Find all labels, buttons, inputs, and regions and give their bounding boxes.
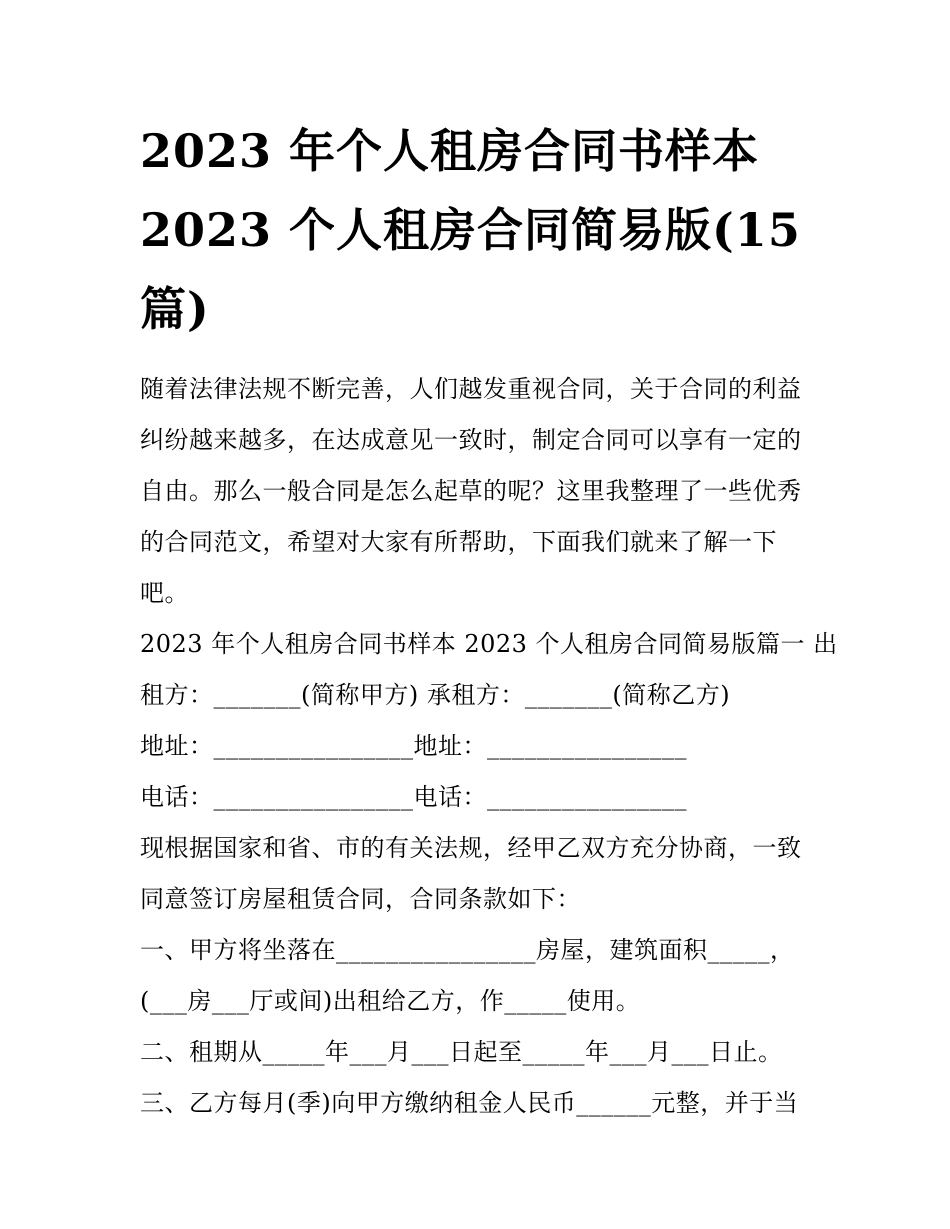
text-line: 随着法律法规不断完善，人们越发重视合同，关于合同的利益 xyxy=(140,375,802,403)
text-line: 纠纷越来越多，在达成意见一致时，制定合同可以享有一定的 xyxy=(140,426,802,454)
text-line: (___房___厅或间)出租给乙方，作_____使用。 xyxy=(140,987,641,1015)
text-line: 电话：________________电话：________________ xyxy=(140,783,687,811)
title-line: 2023 个人租房合同简易版(15 xyxy=(140,203,801,257)
text-line: 的合同范文，希望对大家有所帮助，下面我们就来了解一下 xyxy=(140,528,777,556)
text-line: 二、租期从_____年___月___日起至_____年___月___日止。 xyxy=(140,1038,783,1066)
text-line: 现根据国家和省、市的有关法规，经甲乙双方充分协商，一致 xyxy=(140,834,802,862)
title-line: 篇) xyxy=(140,282,210,336)
document-title xyxy=(140,112,820,349)
text-line: 2023 年个人租房合同书样本 2023 个人租房合同简易版篇一 出 xyxy=(140,630,838,658)
contract-text xyxy=(140,619,838,1129)
document-page xyxy=(140,112,838,1129)
text-line: 租方：_______(简称甲方) 承租方：_______(简称乙方) xyxy=(140,681,731,709)
text-line: 地址：________________地址：________________ xyxy=(140,732,687,760)
text-line: 三、乙方每月(季)向甲方缴纳租金人民币______元整，并于当 xyxy=(140,1089,799,1117)
intro-paragraph xyxy=(140,364,820,619)
text-line: 同意签订房屋租赁合同，合同条款如下： xyxy=(140,885,581,913)
text-line: 吧。 xyxy=(140,579,189,607)
title-line: 2023 年个人租房合同书样本 xyxy=(140,124,760,178)
text-line: 自由。那么一般合同是怎么起草的呢？这里我整理了一些优秀 xyxy=(140,477,802,505)
document-body xyxy=(140,364,838,1129)
text-line: 一、甲方将坐落在________________房屋，建筑面积_____， xyxy=(140,936,795,964)
